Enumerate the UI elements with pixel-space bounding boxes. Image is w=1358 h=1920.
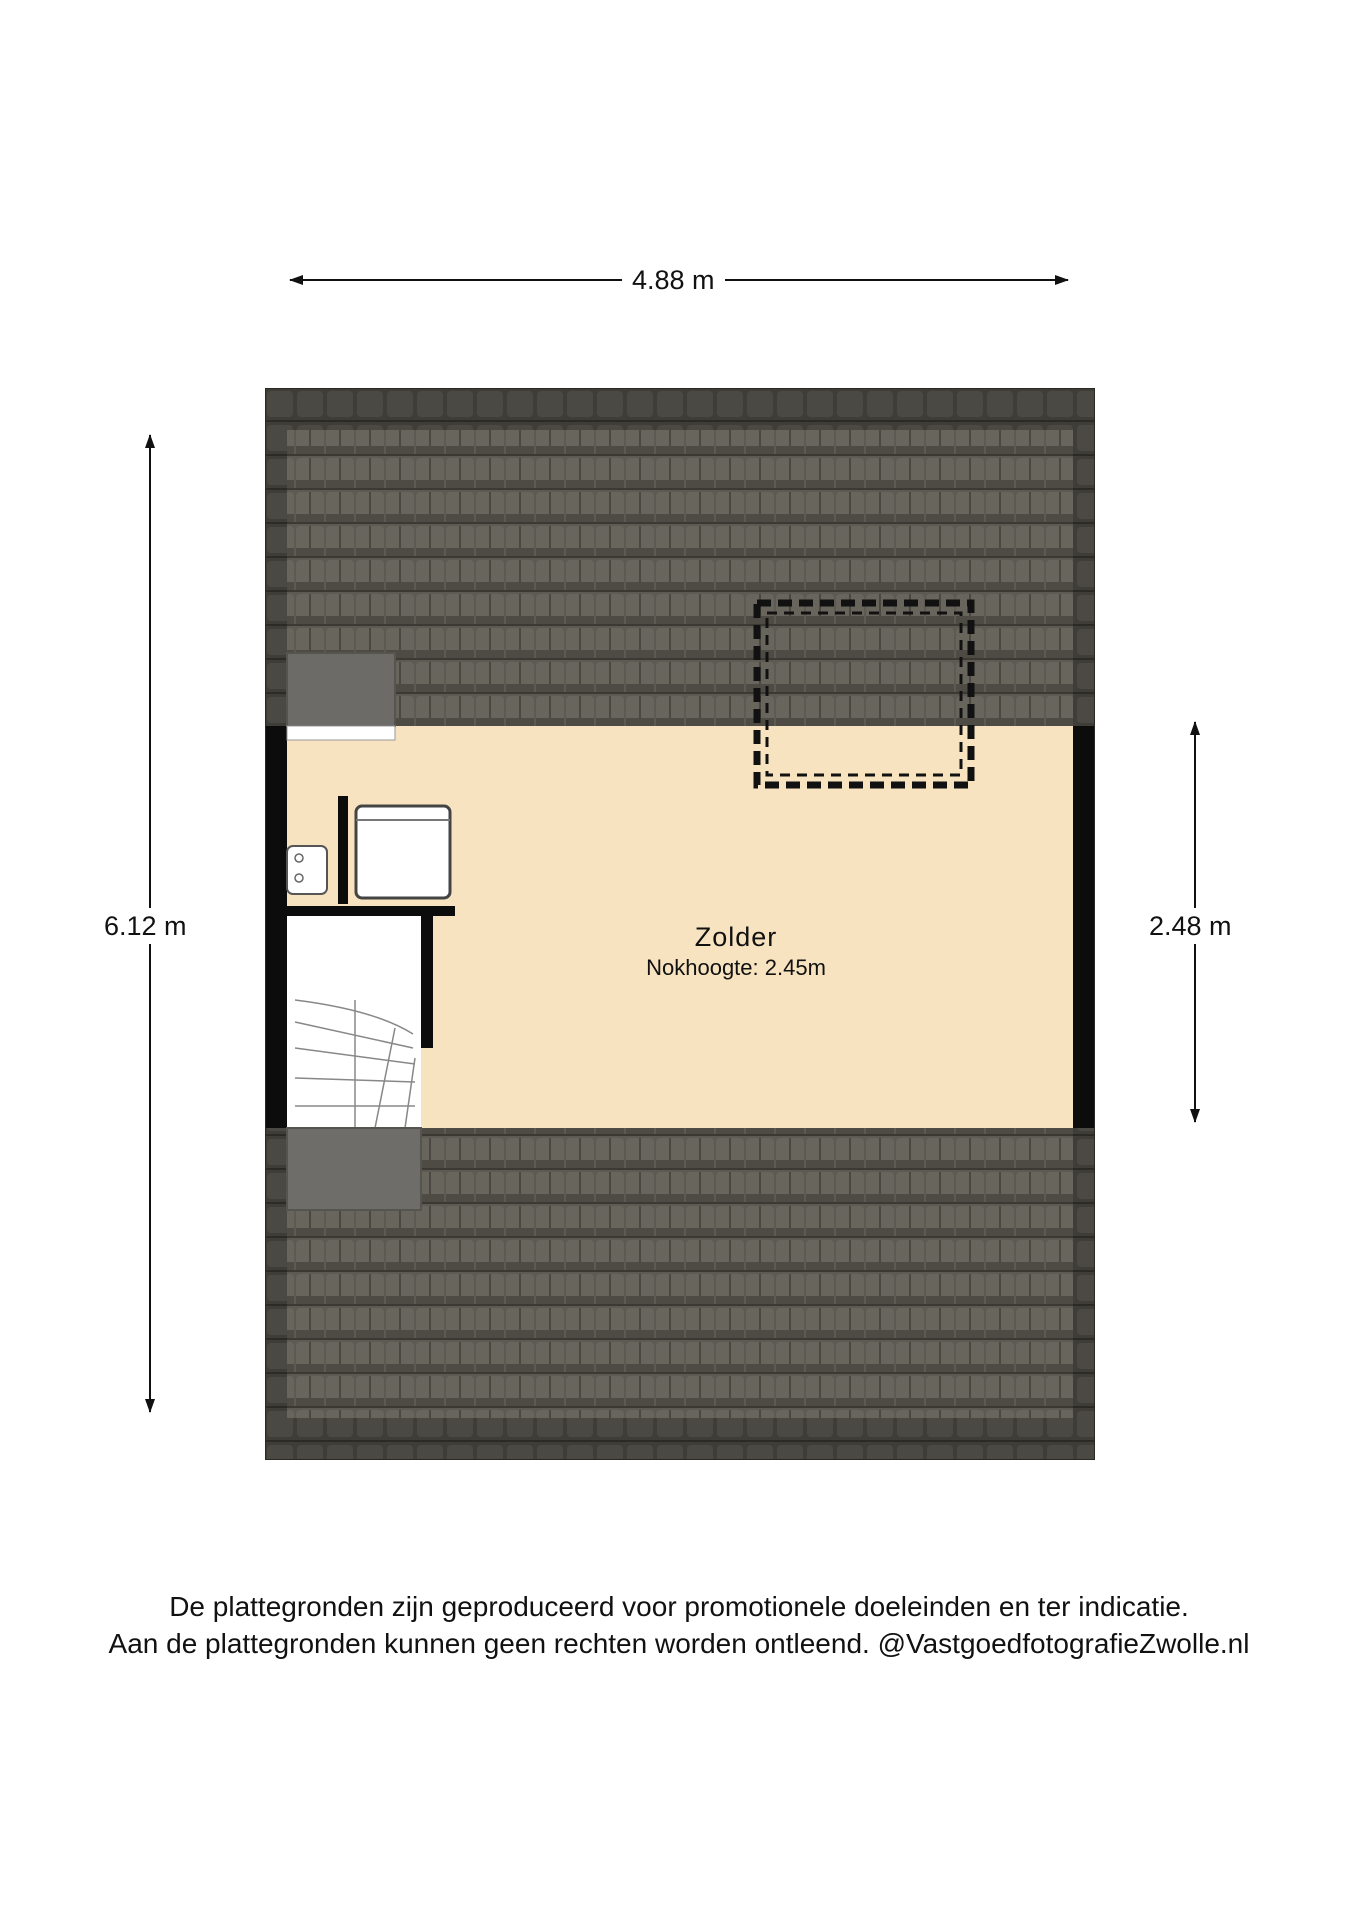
niche-bottom-left	[287, 1128, 421, 1210]
wall-left	[265, 726, 287, 1128]
room-name: Zolder	[694, 922, 778, 952]
roof-edge-bottom	[265, 1418, 1095, 1460]
partition-wall	[338, 796, 348, 904]
room-label	[596, 922, 876, 981]
ridge-height: Nokhoogte: 2.45m	[646, 955, 826, 980]
stair-landing	[287, 916, 421, 1128]
roof-edge-top	[265, 388, 1095, 430]
boiler	[287, 846, 327, 894]
room-depth-dimension-label: 2.48 m	[1147, 908, 1234, 944]
disclaimer	[0, 1588, 1358, 1662]
wall-right	[1073, 726, 1095, 1128]
height-dimension-label: 6.12 m	[102, 908, 189, 944]
disclaimer-line-1: De plattegronden zijn geproduceerd voor promotionele doeleinden en ter indicatie.	[169, 1591, 1189, 1622]
width-dimension-label: 4.88 m	[622, 264, 725, 296]
stair-wall-right	[421, 906, 433, 1048]
disclaimer-line-2: Aan de plattegronden kunnen geen rechten worden ontleend. @VastgoedfotografieZwolle.nl	[108, 1628, 1250, 1659]
niche-top-left	[287, 653, 395, 726]
